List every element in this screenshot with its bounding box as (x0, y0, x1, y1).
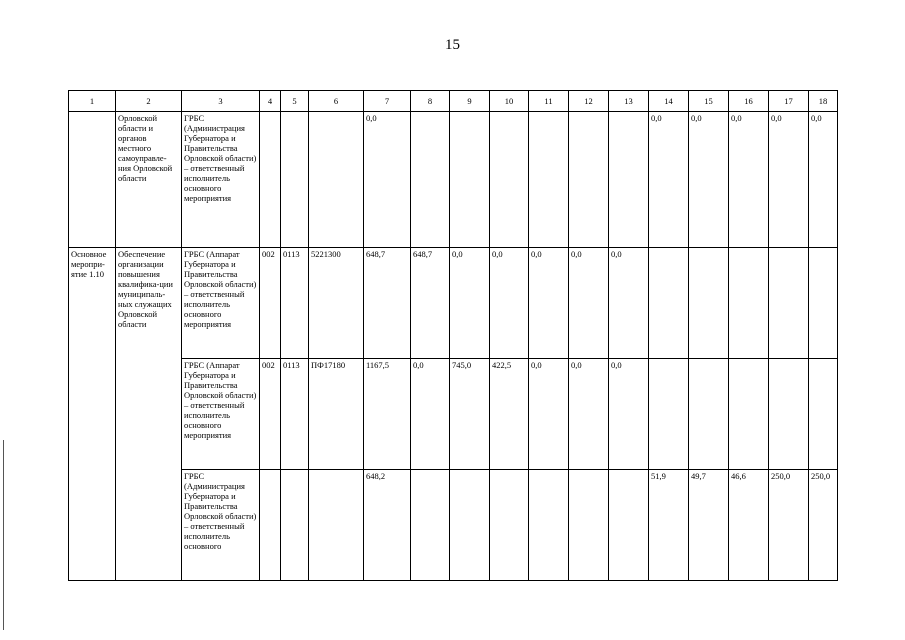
table-row (69, 470, 838, 581)
table-cell: ПФ17180 (309, 359, 364, 470)
table-cell (689, 359, 729, 470)
table-cell (729, 248, 769, 359)
table-cell (281, 112, 309, 248)
table-cell: 0,0 (450, 248, 490, 359)
table-cell (490, 470, 529, 581)
table-cell: 0113 (281, 248, 309, 359)
table-cell: 46,6 (729, 470, 769, 581)
table-row (69, 112, 838, 248)
table-cell: 648,7 (411, 248, 450, 359)
table-cell: 648,2 (364, 470, 411, 581)
table-cell: 0,0 (490, 248, 529, 359)
table-cell: 0,0 (609, 248, 649, 359)
table-cell (649, 359, 689, 470)
table-cell (689, 248, 729, 359)
table-cell: 250,0 (769, 470, 809, 581)
header-cell: 18 (809, 91, 838, 112)
table-cell: 0,0 (569, 248, 609, 359)
table-cell (450, 112, 490, 248)
table-row (69, 248, 838, 359)
header-cell: 13 (609, 91, 649, 112)
table-cell: ГРБС (Администрация Губернатора и Правительства Орловской области) – ответственный исполнитель основного мероприятия (182, 112, 260, 248)
table-cell (729, 359, 769, 470)
table-cell: 0,0 (529, 248, 569, 359)
table-cell: Обеспечение организации повышения квалифика-ции муниципаль-ных служащих Орловской области (116, 248, 182, 581)
header-cell: 16 (729, 91, 769, 112)
table-cell: 002 (260, 359, 281, 470)
header-cell: 7 (364, 91, 411, 112)
table-cell: ГРБС (Аппарат Губернатора и Правительства Орловской области) – ответственный исполнитель основного мероприятия (182, 359, 260, 470)
header-cell: 1 (69, 91, 116, 112)
table-row (69, 359, 838, 470)
header-cell: 12 (569, 91, 609, 112)
table-cell: 0,0 (569, 359, 609, 470)
table-cell: 1167,5 (364, 359, 411, 470)
header-cell: 2 (116, 91, 182, 112)
header-cell: 6 (309, 91, 364, 112)
table-cell: 0,0 (689, 112, 729, 248)
table-cell: 0113 (281, 359, 309, 470)
table-cell: 0,0 (364, 112, 411, 248)
table-cell (411, 112, 450, 248)
table-cell: ГРБС (Администрация Губернатора и Правительства Орловской области) – ответственный исполнитель основного (182, 470, 260, 581)
table-cell (490, 112, 529, 248)
table-cell: 49,7 (689, 470, 729, 581)
table-cell (529, 112, 569, 248)
table-cell: Орловской области и органов местного самоуправле-ния Орловской области (116, 112, 182, 248)
table-cell (649, 248, 689, 359)
margin-rule (3, 440, 4, 630)
table-cell (569, 112, 609, 248)
table-cell: 51,9 (649, 470, 689, 581)
table-cell (260, 470, 281, 581)
table-cell (281, 470, 309, 581)
table-cell (569, 470, 609, 581)
table-cell: ГРБС (Аппарат Губернатора и Правительства Орловской области) – ответственный исполнитель основного мероприятия (182, 248, 260, 359)
header-cell: 5 (281, 91, 309, 112)
header-cell: 8 (411, 91, 450, 112)
table-cell: 648,7 (364, 248, 411, 359)
header-cell: 10 (490, 91, 529, 112)
table-cell: 0,0 (769, 112, 809, 248)
table-cell (609, 112, 649, 248)
table-cell: 0,0 (809, 112, 838, 248)
table-cell: 0,0 (729, 112, 769, 248)
table-cell (309, 470, 364, 581)
table-cell (529, 470, 569, 581)
header-row (69, 91, 838, 112)
table-cell (809, 248, 838, 359)
data-table (68, 90, 838, 581)
table-cell: 0,0 (529, 359, 569, 470)
header-cell: 3 (182, 91, 260, 112)
table-cell: 5221300 (309, 248, 364, 359)
table-cell (69, 112, 116, 248)
table-cell (769, 248, 809, 359)
table-cell: 0,0 (411, 359, 450, 470)
page-number: 15 (445, 37, 460, 53)
table-cell: 250,0 (809, 470, 838, 581)
header-cell: 17 (769, 91, 809, 112)
table-cell: 0,0 (609, 359, 649, 470)
table-cell: 0,0 (649, 112, 689, 248)
header-cell: 4 (260, 91, 281, 112)
header-cell: 11 (529, 91, 569, 112)
table-cell (809, 359, 838, 470)
table-cell: 422,5 (490, 359, 529, 470)
table-cell (450, 470, 490, 581)
header-cell: 14 (649, 91, 689, 112)
table-cell: 002 (260, 248, 281, 359)
table-cell (609, 470, 649, 581)
table-cell: Основное меропри-ятие 1.10 (69, 248, 116, 581)
table-cell (260, 112, 281, 248)
header-cell: 9 (450, 91, 490, 112)
table-cell: 745,0 (450, 359, 490, 470)
header-cell: 15 (689, 91, 729, 112)
table-cell (769, 359, 809, 470)
table-cell (309, 112, 364, 248)
table-cell (411, 470, 450, 581)
